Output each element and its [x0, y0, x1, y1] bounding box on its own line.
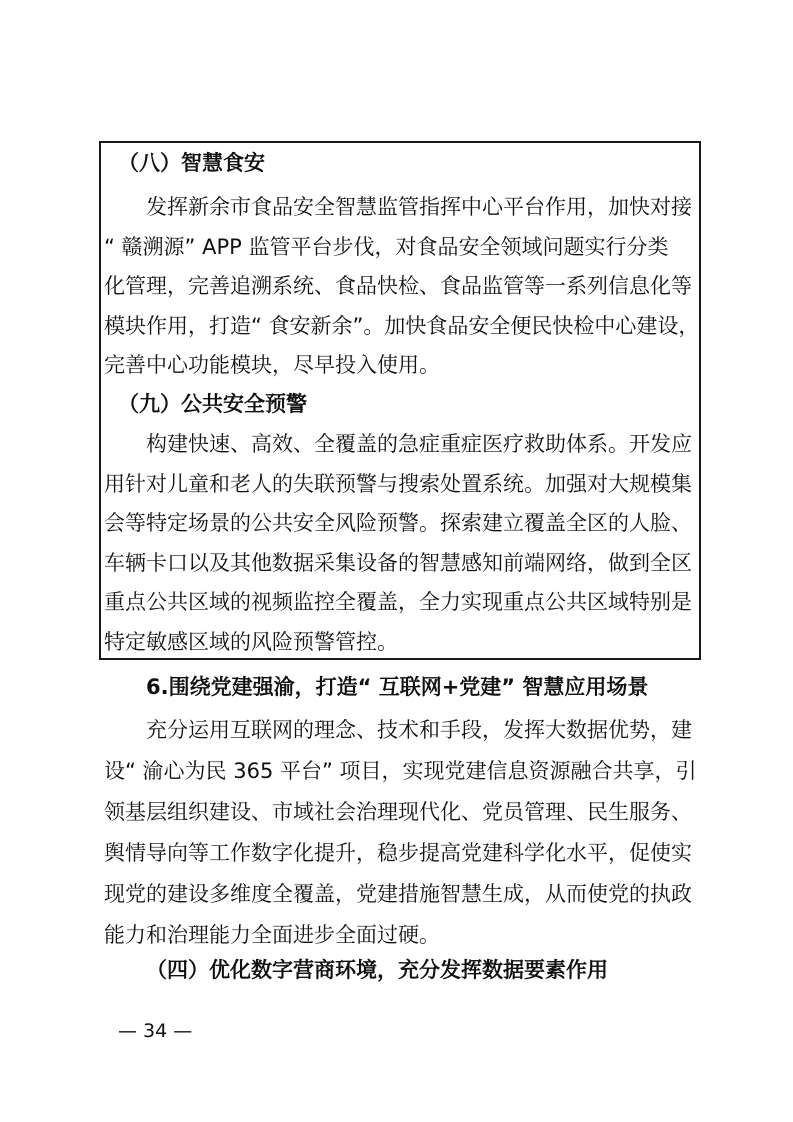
item-6-line-4: 舆情导向等工作数字化提升，稳步提高党建科学化水平，促使实	[104, 841, 692, 865]
item-6-line-2: 设“ 渝心为民 365 平台” 项目，实现党建信息资源融合共享，引	[104, 759, 697, 783]
section-9-heading: （九）公共安全预警	[118, 392, 307, 416]
item-6-heading: 6.围绕党建强渝，打造“ 互联网+党建” 智慧应用场景	[146, 675, 649, 699]
section-9-line-6: 特定敏感区域的风险预警管控。	[104, 630, 398, 654]
section-9-line-2: 用针对儿童和老人的失联预警与搜索处置系统。加强对大规模集	[104, 472, 692, 496]
section-4-heading: （四）优化数字营商环境，充分发挥数据要素作用	[146, 958, 608, 982]
item-6-line-3: 领基层组织建设、市域社会治理现代化、党员管理、民生服务、	[104, 800, 692, 824]
item-6-line-5: 现党的建设多维度全覆盖，党建措施智慧生成，从而使党的执政	[104, 882, 692, 906]
section-8-heading: （八）智慧食安	[118, 151, 265, 175]
section-9-line-1: 构建快速、高效、全覆盖的急症重症医疗救助体系。开发应	[146, 432, 692, 456]
section-8-line-2: “ 赣溯源” APP 监管平台步伐，对食品安全领域问题实行分类	[104, 235, 669, 259]
section-8-line-1: 发挥新余市食品安全智慧监管指挥中心平台作用，加快对接	[146, 195, 692, 219]
section-8-line-4: 模块作用，打造“ 食安新余”。加快食品安全便民快检中心建设，	[104, 314, 700, 338]
page-number: — 34 —	[118, 1020, 193, 1042]
section-9-line-4: 车辆卡口以及其他数据采集设备的智慧感知前端网络，做到全区	[104, 551, 692, 575]
section-8-line-3: 化管理，完善追溯系统、食品快检、食品监管等一系列信息化等	[104, 274, 692, 298]
item-6-line-1: 充分运用互联网的理念、技术和手段，发挥大数据优势，建	[146, 718, 692, 742]
section-9-line-3: 会等特定场景的公共安全风险预警。探索建立覆盖全区的人脸、	[104, 511, 692, 535]
item-6-line-6: 能力和治理能力全面进步全面过硬。	[104, 923, 440, 947]
section-8-line-5: 完善中心功能模块，尽早投入使用。	[104, 353, 440, 377]
section-9-line-5: 重点公共区域的视频监控全覆盖，全力实现重点公共区域特别是	[104, 590, 692, 614]
